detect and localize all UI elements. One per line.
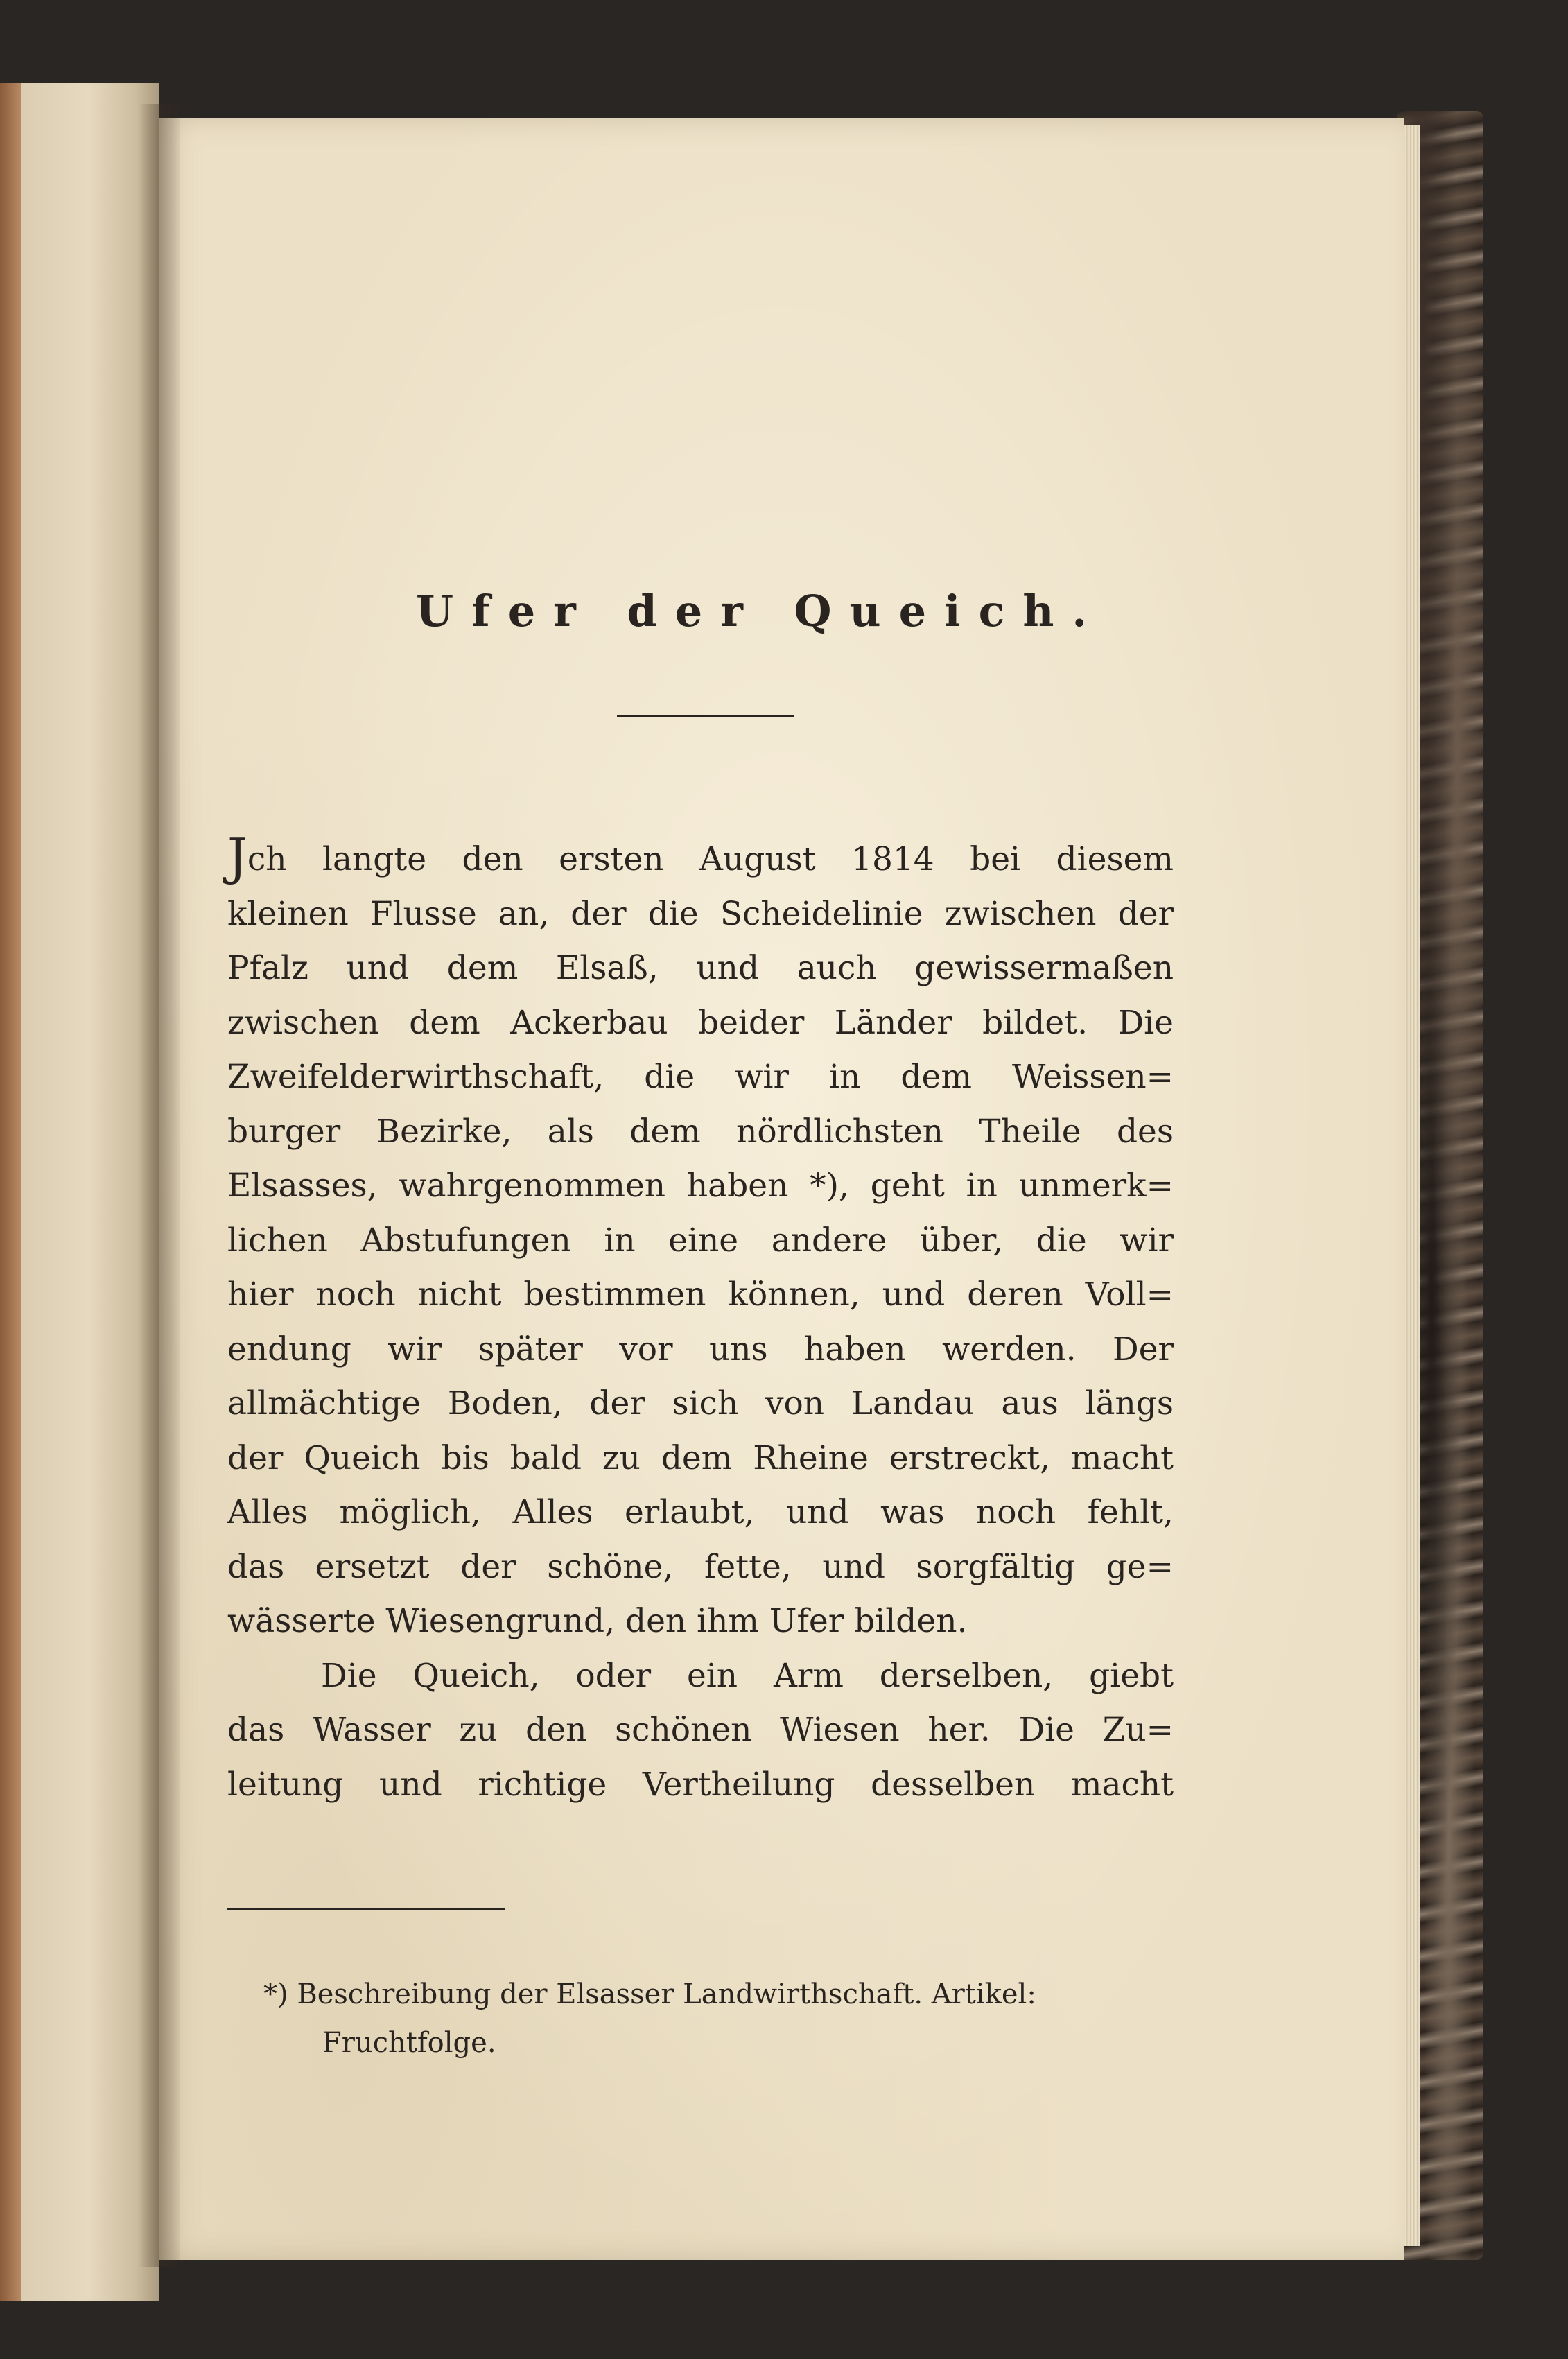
text-line [227, 828, 1174, 887]
left-page-edge [0, 83, 21, 2301]
text-line: zwischen dem Ackerbau beider Länder bildet. Die [227, 1003, 1174, 1042]
text-line: das ersetzt der schöne, fette, und sorgfältig ge= [227, 1547, 1174, 1586]
text-line: leitung und richtige Vertheilung desselben macht [227, 1765, 1174, 1804]
text-line: allmächtige Boden, der sich von Landau aus längs [227, 1384, 1174, 1422]
text-line: hier noch nicht bestimmen können, und deren Voll= [227, 1276, 1174, 1314]
footnote-line: *) Beschreibung der Elsasser Landwirthschaft. Artikel: [263, 1978, 1036, 2010]
text-line: das Wasser zu den schönen Wiesen her. Die Zu= [227, 1711, 1174, 1749]
text-line: Die Queich, oder ein Arm derselben, giebt [321, 1656, 1174, 1695]
text-line: Zweifelderwirthschaft, die wir in dem Weissen= [227, 1058, 1174, 1096]
chapter-title: Ufer der Queich. [416, 586, 1105, 636]
text-line: burger Bezirke, als dem nördlichsten Theile des [227, 1112, 1174, 1151]
footnote-line: Fruchtfolge. [322, 2027, 496, 2059]
text-line: Alles möglich, Alles erlaubt, und was noch fehlt, [227, 1493, 1174, 1531]
text-line: Pfalz und dem Elsaß, und auch gewissermaßen [227, 949, 1174, 987]
footnote-rule [227, 1908, 505, 1910]
gutter-shadow [139, 104, 180, 2267]
initial-letter: J [227, 828, 247, 886]
body-text [227, 828, 1174, 1812]
first-line-rest: ch langte den ersten August 1814 bei diesem [247, 840, 1174, 878]
footnote [263, 1970, 1165, 2067]
text-line: Elsasses, wahrgenommen haben *), geht in unmerk= [227, 1167, 1174, 1205]
title-rule [617, 715, 794, 717]
text-line: der Queich bis bald zu dem Rheine erstreckt, macht [227, 1438, 1174, 1477]
text-line: endung wir später vor uns haben werden. Der [227, 1330, 1174, 1368]
text-line: lichen Abstufungen in eine andere über, die wir [227, 1221, 1174, 1260]
left-page [0, 83, 159, 2301]
text-line: kleinen Flusse an, der die Scheidelinie zwischen der [227, 894, 1174, 933]
text-line: wässerte Wiesengrund, den ihm Ufer bilden. [227, 1602, 968, 1640]
